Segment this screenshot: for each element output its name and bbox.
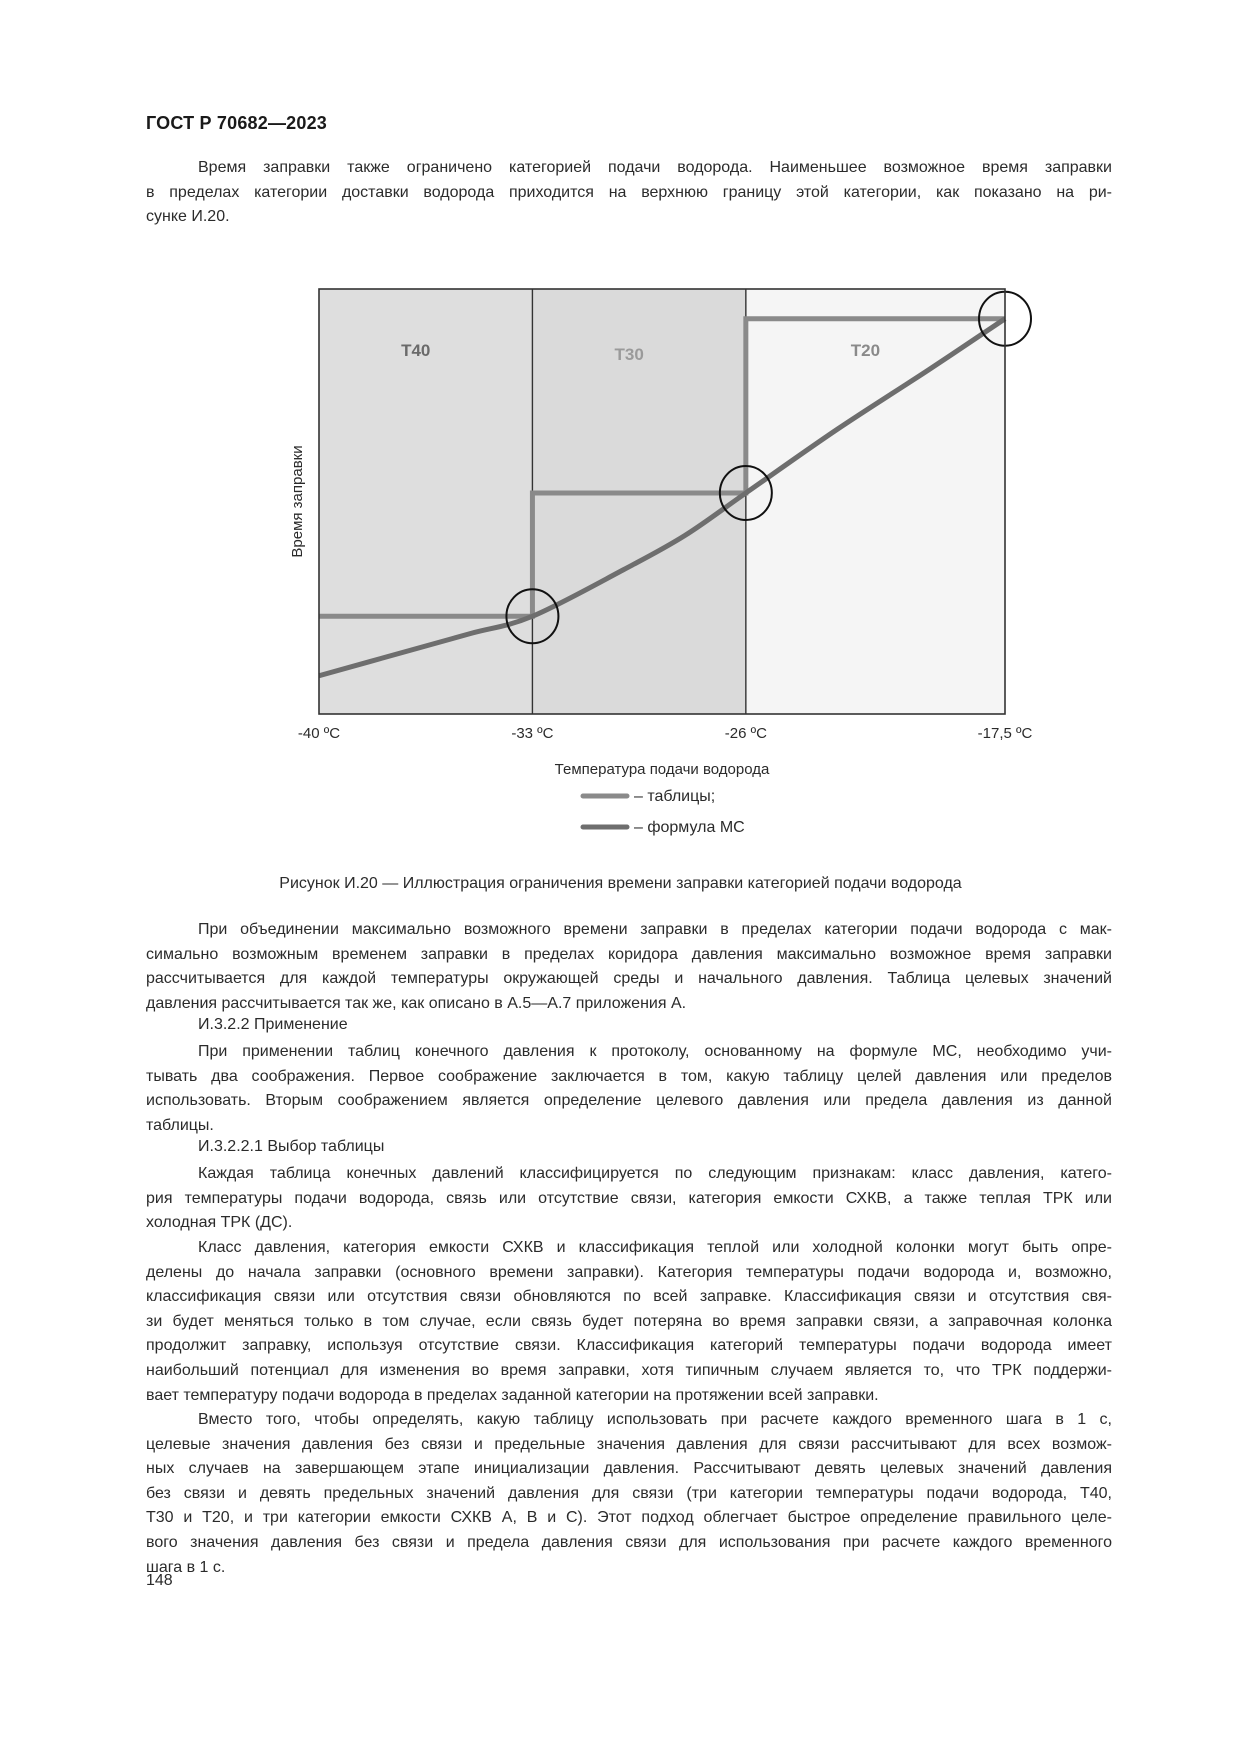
text-line: вает температуру подачи водорода в пределах заданной категории на протяжении всей заправки. (146, 1386, 879, 1404)
paragraph-4 (146, 1236, 1112, 1408)
text-line: в пределах категории доставки водорода приходится на верхнюю границу этой категории, как показано на ри- (146, 183, 1112, 201)
legend-label-0: – таблицы; (634, 788, 716, 805)
x-tick-label: -17,5 ºС (977, 725, 1033, 742)
zone-label-t40: T40 (401, 341, 431, 360)
zone-label-t30: T30 (614, 345, 644, 364)
paragraph-5 (146, 1408, 1112, 1580)
section-heading-table-selection: И.3.2.2.1 Выбор таблицы (198, 1138, 385, 1155)
text-line: холодная ТРК (ДС). (146, 1214, 293, 1232)
text-line: тывать два соображения. Первое соображение заключается в том, какую таблицу целей давления или пределов (146, 1067, 1112, 1085)
paragraph-2 (146, 1040, 1112, 1138)
section-heading-application: И.3.2.2 Применение (198, 1016, 348, 1033)
text-line: При объединении максимально возможного времени заправки в пределах категории подачи водорода с мак- (198, 921, 1112, 938)
zone-label-t20: T20 (850, 341, 881, 360)
figure-caption: Рисунок И.20 — Иллюстрация ограничения времени заправки категорией подачи водорода (279, 875, 962, 892)
x-tick-label: -26 ºС (724, 725, 767, 742)
x-tick-label: -33 ºС (511, 725, 554, 742)
text-line: Каждая таблица конечных давлений классифицируется по следующим признакам: класс давления, катего- (198, 1165, 1112, 1182)
text-line: Т30 и Т20, и три категории емкости СХКВ А, В и С). Этот подход облегчает быстрое определение правильного целе- (146, 1509, 1112, 1527)
text-line: делены до начала заправки (основного времени заправки). Категория температуры подачи водорода и, возможно, (146, 1263, 1112, 1281)
text-line: использовать. Вторым соображением является определение целевого давления или предела давления из данной (146, 1092, 1112, 1110)
paragraph-3 (146, 1162, 1112, 1236)
text-line: вого значения давления без связи и предела давления связи для использования при расчете каждого временного (146, 1533, 1112, 1551)
text-line: сунке И.20. (146, 208, 230, 226)
text-line: Время заправки также ограничено категорией подачи водорода. Наименьшее возможное время заправки (198, 159, 1112, 176)
chart-legend (583, 788, 745, 836)
text-line: рассчитывается для каждой температуры окружающей среды и начального давления. Таблица целевых значений (146, 970, 1112, 988)
paragraph-1 (146, 918, 1112, 1016)
text-line: таблицы. (146, 1116, 214, 1134)
x-axis-title: Температура подачи водорода (554, 761, 770, 778)
text-line: продолжит заправку, используя отсутствие связи. Классификация категорий температуры подачи водорода имеет (146, 1337, 1112, 1355)
text-line: наибольший потенциал для изменения во время заправки, хотя типичным случаем является то, что ТРК поддержи- (146, 1361, 1112, 1379)
text-line: ных случаев на завершающем этапе инициализации давления. Рассчитывают девять целевых значений давления (146, 1460, 1112, 1478)
text-line: Вместо того, чтобы определять, какую таблицу использовать при расчете каждого временного шага в 1 с, (198, 1411, 1112, 1428)
text-line: зи будет меняться только в том случае, если связь будет потеряна во время заправки связи, а заправочная колонка (146, 1312, 1112, 1330)
document-code-header: ГОСТ Р 70682—2023 (146, 113, 328, 133)
text-line: классификация связи или отсутствия связи обновляются по всей заправке. Классификация связи и отсутствия свя- (146, 1288, 1112, 1306)
text-line: симально возможным временем заправки в пределах коридора давления максимально возможное время заправки (146, 945, 1112, 963)
text-line: При применении таблиц конечного давления к протоколу, основанному на формуле МС, необходимо учи- (198, 1043, 1112, 1060)
text-line: Класс давления, категория емкости СХКВ и классификация теплой или холодной колонки могут быть опре- (198, 1239, 1112, 1256)
text-line: без связи и девять предельных значений давления для связи (три категории температуры подачи водорода, Т40, (146, 1484, 1112, 1502)
figure-chart (0, 0, 1241, 860)
page-number: 148 (146, 1572, 173, 1589)
text-line: рия температуры подачи водорода, связь или отсутствие связи, категория емкости СХКВ, а также теплая ТРК или (146, 1189, 1112, 1207)
text-line: шага в 1 с. (146, 1558, 226, 1576)
legend-label-1: – формула МС (634, 819, 745, 836)
x-tick-label: -40 ºС (297, 725, 341, 742)
x-tick-labels (298, 725, 1033, 742)
text-line: целевые значения давления без связи и предельные значения давления для связи рассчитывают для всех возмож- (146, 1435, 1112, 1453)
y-axis-title: Время заправки (289, 445, 306, 558)
text-line: давления рассчитывается так же, как описано в А.5—А.7 приложения А. (146, 994, 687, 1012)
